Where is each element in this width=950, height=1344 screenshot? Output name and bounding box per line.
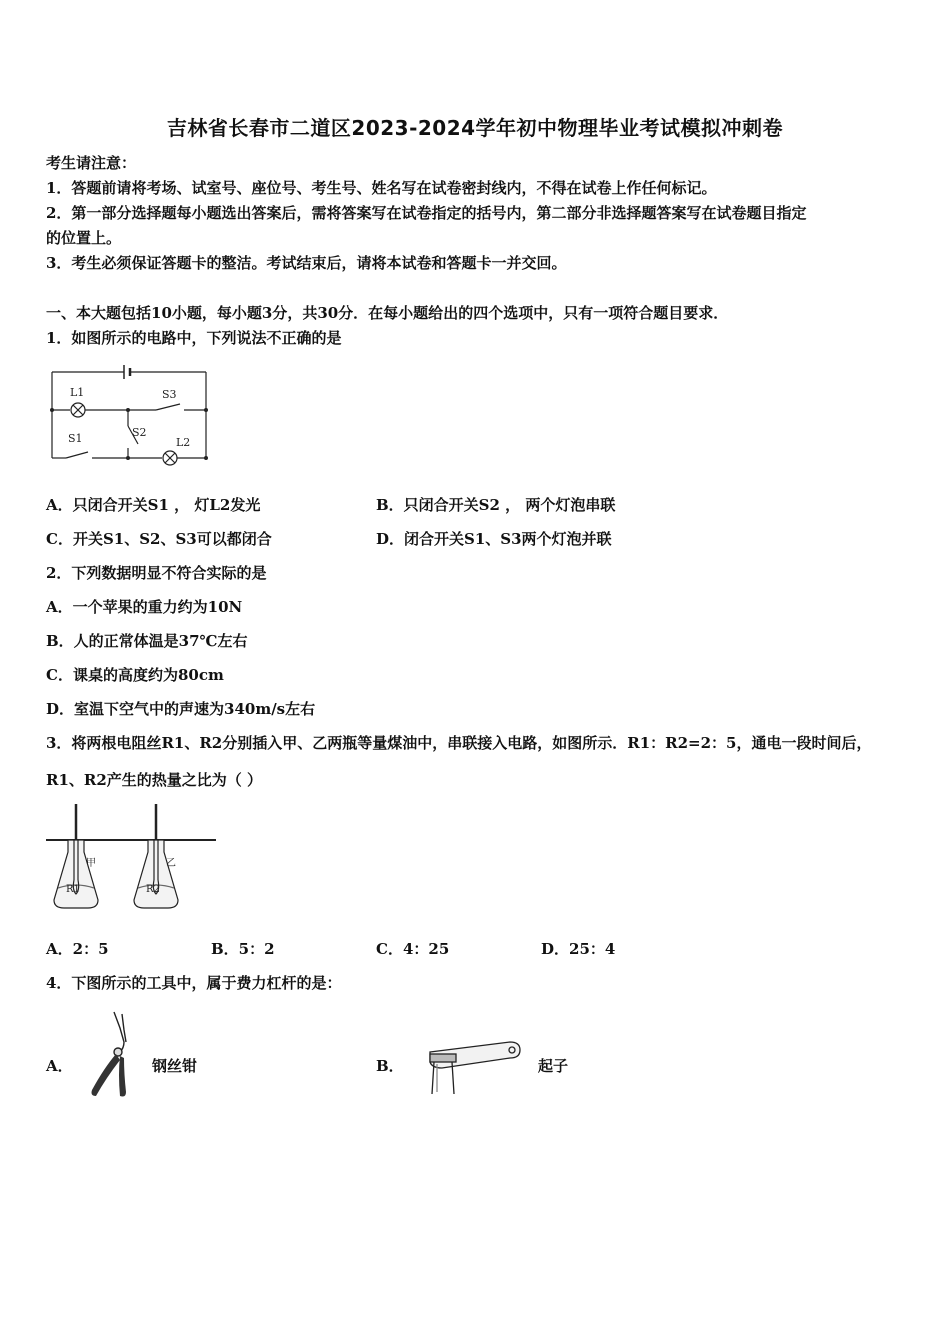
q1-option-b: B．只闭合开关S2 ， 两个灯泡串联	[376, 496, 616, 514]
notice-heading: 考生请注意：	[46, 154, 137, 172]
q4-option-a-label: 钢丝钳	[152, 1057, 198, 1075]
q1-option-d: D．闭合开关S1、S3两个灯泡并联	[376, 530, 612, 548]
notice-item-1: 1．答题前请将考场、试室号、座位号、考生号、姓名写在试卷密封线内，不得在试卷上作任何标记。	[46, 179, 717, 197]
q2-option-d: D．室温下空气中的声速为340m/s左右	[46, 700, 316, 718]
section-1-heading: 一、本大题包括10小题，每小题3分，共30分．在每小题给出的四个选项中，只有一项符合题目要求．	[46, 304, 729, 322]
q3-option-a: A．2：5	[46, 940, 109, 958]
pliers-icon	[84, 1008, 144, 1100]
label-s3: S3	[162, 388, 177, 401]
q1-stem: 1．如图所示的电路中，下列说法不正确的是	[46, 329, 342, 347]
q1-option-c: C．开关S1、S2、S3可以都闭合	[46, 530, 272, 548]
notice-item-2: 2．第一部分选择题每小题选出答案后，需将答案写在试卷指定的括号内，第二部分非选择题答案写在试卷题目指定	[46, 204, 807, 222]
q3-option-b: B．5：2	[211, 940, 275, 958]
notice-item-3: 3．考生必须保证答题卡的整洁。考试结束后，请将本试卷和答题卡一并交回。	[46, 254, 567, 272]
label-s2: S2	[132, 426, 147, 439]
q1-option-a: A．只闭合开关S1 ， 灯L2发光	[46, 496, 261, 514]
notice-item-2-cont: 的位置上。	[46, 229, 122, 247]
q3-flasks-diagram	[46, 800, 216, 920]
label-r2: R2	[146, 884, 160, 895]
q2-option-b: B．人的正常体温是37℃左右	[46, 632, 248, 650]
q3-option-d: D．25：4	[541, 940, 616, 958]
label-jia: 甲	[86, 858, 96, 869]
q2-option-c: C．课桌的高度约为80cm	[46, 666, 224, 684]
q2-option-a: A．一个苹果的重力约为10N	[46, 598, 243, 616]
q4-option-b-letter: B．	[376, 1057, 404, 1075]
label-r1: R1	[66, 884, 80, 895]
q1-circuit-diagram	[46, 360, 216, 470]
label-l1: L1	[70, 386, 85, 399]
label-yi: 乙	[166, 858, 176, 869]
q2-stem: 2．下列数据明显不符合实际的是	[46, 564, 267, 582]
label-s1: S1	[68, 432, 83, 445]
q4-option-a-letter: A．	[46, 1057, 73, 1075]
page-title: 吉林省长春市二道区2023-2024学年初中物理毕业考试模拟冲刺卷	[166, 116, 784, 140]
bottle-opener-icon	[424, 1034, 524, 1096]
q3-option-c: C．4：25	[376, 940, 450, 958]
q4-stem: 4．下图所示的工具中，属于费力杠杆的是：	[46, 974, 342, 992]
q4-option-b-label: 起子	[538, 1057, 569, 1075]
q3-stem-line1: 3．将两根电阻丝R1、R2分别插入甲、乙两瓶等量煤油中，串联接入电路，如图所示．R1：R2=2：5，通电一段时间后，	[46, 734, 872, 752]
label-l2: L2	[176, 436, 191, 449]
q3-stem-line2: R1、R2产生的热量之比为（ ）	[46, 771, 263, 789]
